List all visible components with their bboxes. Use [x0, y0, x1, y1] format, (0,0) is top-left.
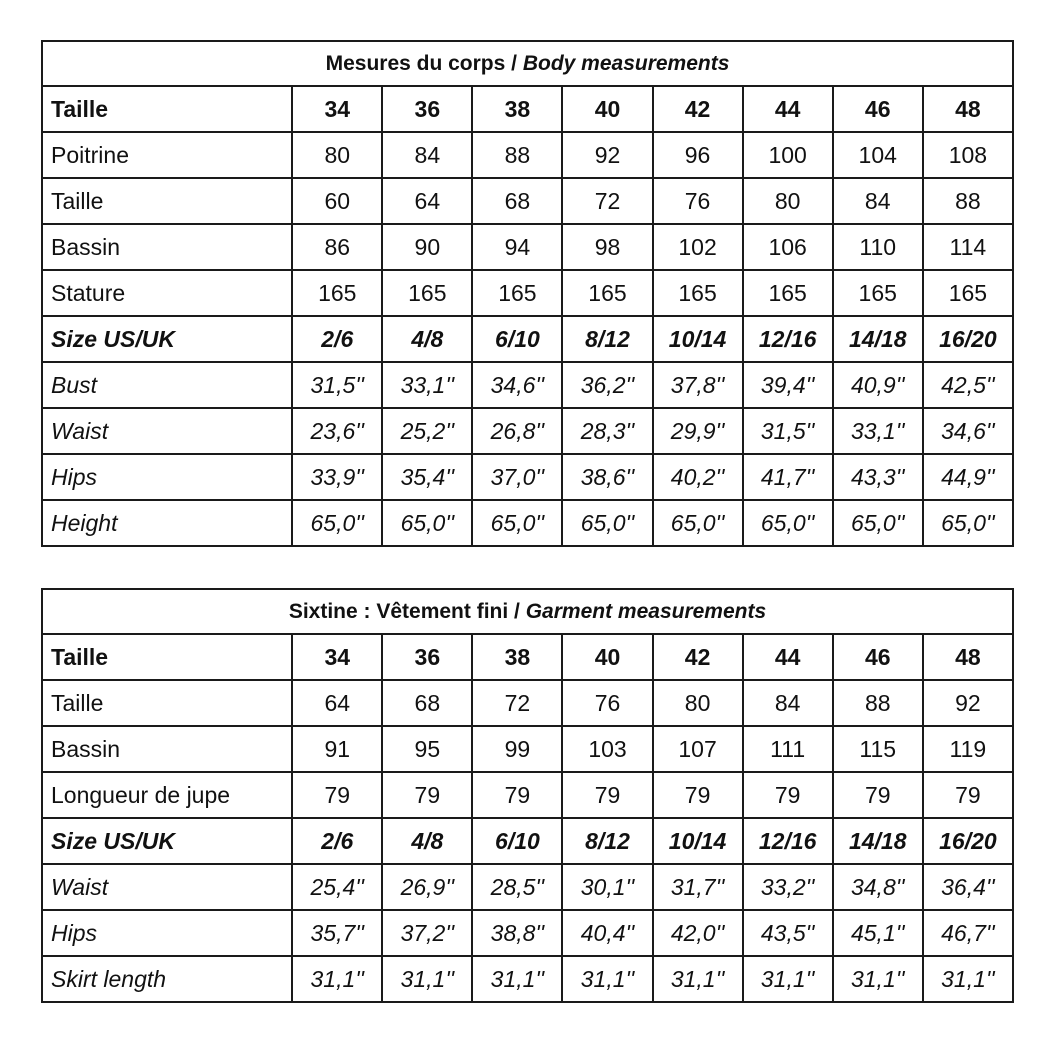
table-cell: 165 — [653, 270, 743, 316]
table-cell: 16/20 — [923, 818, 1013, 864]
body-measurements-table — [41, 40, 1014, 547]
table-cell: 45,1'' — [833, 910, 923, 956]
table-cell: 68 — [382, 680, 472, 726]
table-row — [42, 270, 1013, 316]
table-cell: 79 — [382, 772, 472, 818]
table-cell: 42,0'' — [653, 910, 743, 956]
table-cell: 34 — [292, 634, 382, 680]
table-cell: 6/10 — [472, 818, 562, 864]
table-cell: 94 — [472, 224, 562, 270]
row-label: Hips — [42, 454, 292, 500]
table-cell: 38,8'' — [472, 910, 562, 956]
table-row — [42, 956, 1013, 1002]
table-cell: 64 — [382, 178, 472, 224]
table-cell: 35,4'' — [382, 454, 472, 500]
row-label: Size US/UK — [42, 818, 292, 864]
table-cell: 12/16 — [743, 316, 833, 362]
garment-measurements-table — [41, 588, 1014, 1003]
row-label: Taille — [42, 680, 292, 726]
body-measurements-grid — [41, 40, 1014, 547]
table-cell: 35,7'' — [292, 910, 382, 956]
row-label: Stature — [42, 270, 292, 316]
table-cell: 165 — [923, 270, 1013, 316]
table-row — [42, 864, 1013, 910]
table-cell: 4/8 — [382, 818, 472, 864]
table-cell: 10/14 — [653, 316, 743, 362]
table-cell: 26,8'' — [472, 408, 562, 454]
table-cell: 60 — [292, 178, 382, 224]
table-cell: 33,2'' — [743, 864, 833, 910]
table-title-row — [42, 41, 1013, 86]
table-cell: 79 — [743, 772, 833, 818]
table-cell: 29,9'' — [653, 408, 743, 454]
table-cell: 165 — [472, 270, 562, 316]
row-label: Poitrine — [42, 132, 292, 178]
table-cell: 14/18 — [833, 818, 923, 864]
row-label: Waist — [42, 408, 292, 454]
table-cell: 30,1'' — [562, 864, 652, 910]
table-row — [42, 634, 1013, 680]
table-cell: 88 — [472, 132, 562, 178]
table-cell: 33,9'' — [292, 454, 382, 500]
table-cell: 84 — [743, 680, 833, 726]
table-cell: 10/14 — [653, 818, 743, 864]
row-label: Taille — [42, 178, 292, 224]
table-cell: 80 — [653, 680, 743, 726]
body-table-body — [42, 41, 1013, 546]
table-row — [42, 910, 1013, 956]
table-cell: 88 — [833, 680, 923, 726]
table-cell: 26,9'' — [382, 864, 472, 910]
table-cell: 114 — [923, 224, 1013, 270]
table-cell: 48 — [923, 86, 1013, 132]
table-cell: 31,1'' — [562, 956, 652, 1002]
table-cell: 14/18 — [833, 316, 923, 362]
table-cell: 38,6'' — [562, 454, 652, 500]
table-cell: 36 — [382, 86, 472, 132]
table-cell: 2/6 — [292, 818, 382, 864]
table-title-fr: Mesures du corps / — [325, 51, 523, 75]
table-row — [42, 224, 1013, 270]
table-cell: 31,1'' — [923, 956, 1013, 1002]
table-cell: 31,1'' — [743, 956, 833, 1002]
table-cell: 28,3'' — [562, 408, 652, 454]
table-cell: 46 — [833, 86, 923, 132]
row-label: Waist — [42, 864, 292, 910]
table-cell: 33,1'' — [382, 362, 472, 408]
table-cell: 119 — [923, 726, 1013, 772]
table-cell: 65,0'' — [382, 500, 472, 546]
table-cell: 41,7'' — [743, 454, 833, 500]
table-cell: 34 — [292, 86, 382, 132]
table-cell: 100 — [743, 132, 833, 178]
table-cell: 44,9'' — [923, 454, 1013, 500]
table-cell: 40,9'' — [833, 362, 923, 408]
table-cell: 65,0'' — [292, 500, 382, 546]
table-cell: 72 — [472, 680, 562, 726]
table-cell: 79 — [562, 772, 652, 818]
table-title-en: Garment measurements — [525, 599, 767, 623]
table-cell: 65,0'' — [833, 500, 923, 546]
table-cell: 108 — [923, 132, 1013, 178]
table-cell: 46 — [833, 634, 923, 680]
table-cell: 4/8 — [382, 316, 472, 362]
row-label: Bust — [42, 362, 292, 408]
table-cell: 12/16 — [743, 818, 833, 864]
table-cell: 102 — [653, 224, 743, 270]
table-cell: 28,5'' — [472, 864, 562, 910]
table-cell: 37,8'' — [653, 362, 743, 408]
table-cell: 25,2'' — [382, 408, 472, 454]
table-cell: 104 — [833, 132, 923, 178]
table-cell: 115 — [833, 726, 923, 772]
table-cell: 165 — [743, 270, 833, 316]
table-cell: 31,5'' — [743, 408, 833, 454]
row-label: Bassin — [42, 726, 292, 772]
table-cell: 95 — [382, 726, 472, 772]
row-label: Taille — [42, 634, 292, 680]
table-cell: 40,4'' — [562, 910, 652, 956]
garment-measurements-grid — [41, 588, 1014, 1003]
table-cell: 38 — [472, 634, 562, 680]
table-cell: 84 — [382, 132, 472, 178]
table-cell: 37,2'' — [382, 910, 472, 956]
table-cell: 98 — [562, 224, 652, 270]
table-cell: 38 — [472, 86, 562, 132]
table-row — [42, 772, 1013, 818]
table-cell: 42 — [653, 634, 743, 680]
table-cell: 79 — [653, 772, 743, 818]
table-cell: 84 — [833, 178, 923, 224]
table-cell: 90 — [382, 224, 472, 270]
table-cell: 65,0'' — [472, 500, 562, 546]
table-cell: 23,6'' — [292, 408, 382, 454]
row-label: Longueur de jupe — [42, 772, 292, 818]
table-title-fr: Sixtine : Vêtement fini / — [288, 599, 526, 623]
table-cell: 86 — [292, 224, 382, 270]
table-cell: 44 — [743, 86, 833, 132]
row-label: Height — [42, 500, 292, 546]
table-cell: 33,1'' — [833, 408, 923, 454]
row-label: Bassin — [42, 224, 292, 270]
table-cell: 36,4'' — [923, 864, 1013, 910]
table-row — [42, 86, 1013, 132]
table-cell: 31,1'' — [292, 956, 382, 1002]
table-cell: 65,0'' — [743, 500, 833, 546]
table-row — [42, 454, 1013, 500]
table-cell: 43,3'' — [833, 454, 923, 500]
table-cell: 96 — [653, 132, 743, 178]
table-cell: 92 — [562, 132, 652, 178]
table-row — [42, 818, 1013, 864]
table-cell: 72 — [562, 178, 652, 224]
table-cell: 39,4'' — [743, 362, 833, 408]
table-cell: 40 — [562, 86, 652, 132]
table-cell: 25,4'' — [292, 864, 382, 910]
table-cell: 165 — [833, 270, 923, 316]
table-title — [42, 41, 1013, 86]
table-cell: 99 — [472, 726, 562, 772]
table-cell: 65,0'' — [653, 500, 743, 546]
table-cell: 165 — [562, 270, 652, 316]
table-row — [42, 500, 1013, 546]
table-cell: 42 — [653, 86, 743, 132]
table-cell: 37,0'' — [472, 454, 562, 500]
table-cell: 44 — [743, 634, 833, 680]
table-cell: 2/6 — [292, 316, 382, 362]
table-title-en: Body measurements — [522, 51, 730, 75]
table-cell: 65,0'' — [923, 500, 1013, 546]
table-cell: 40 — [562, 634, 652, 680]
table-cell: 79 — [833, 772, 923, 818]
table-cell: 165 — [382, 270, 472, 316]
row-label: Skirt length — [42, 956, 292, 1002]
table-cell: 106 — [743, 224, 833, 270]
table-cell: 80 — [292, 132, 382, 178]
row-label: Taille — [42, 86, 292, 132]
table-row — [42, 132, 1013, 178]
table-cell: 8/12 — [562, 316, 652, 362]
table-row — [42, 408, 1013, 454]
table-cell: 91 — [292, 726, 382, 772]
table-row — [42, 316, 1013, 362]
table-cell: 64 — [292, 680, 382, 726]
table-cell: 36 — [382, 634, 472, 680]
table-row — [42, 362, 1013, 408]
table-cell: 65,0'' — [562, 500, 652, 546]
row-label: Size US/UK — [42, 316, 292, 362]
table-cell: 76 — [653, 178, 743, 224]
table-cell: 92 — [923, 680, 1013, 726]
table-cell: 80 — [743, 178, 833, 224]
table-cell: 43,5'' — [743, 910, 833, 956]
table-cell: 42,5'' — [923, 362, 1013, 408]
table-cell: 79 — [292, 772, 382, 818]
table-cell: 31,1'' — [653, 956, 743, 1002]
table-cell: 110 — [833, 224, 923, 270]
table-row — [42, 680, 1013, 726]
table-cell: 34,6'' — [923, 408, 1013, 454]
table-cell: 46,7'' — [923, 910, 1013, 956]
table-cell: 79 — [923, 772, 1013, 818]
table-title-row — [42, 589, 1013, 634]
table-cell: 40,2'' — [653, 454, 743, 500]
table-cell: 34,6'' — [472, 362, 562, 408]
table-row — [42, 726, 1013, 772]
table-cell: 31,7'' — [653, 864, 743, 910]
table-cell: 31,1'' — [472, 956, 562, 1002]
table-cell: 48 — [923, 634, 1013, 680]
table-cell: 31,5'' — [292, 362, 382, 408]
table-cell: 79 — [472, 772, 562, 818]
row-label: Hips — [42, 910, 292, 956]
table-cell: 31,1'' — [833, 956, 923, 1002]
table-cell: 8/12 — [562, 818, 652, 864]
table-cell: 34,8'' — [833, 864, 923, 910]
table-cell: 6/10 — [472, 316, 562, 362]
table-cell: 31,1'' — [382, 956, 472, 1002]
table-cell: 36,2'' — [562, 362, 652, 408]
table-cell: 88 — [923, 178, 1013, 224]
table-cell: 103 — [562, 726, 652, 772]
table-cell: 107 — [653, 726, 743, 772]
table-cell: 68 — [472, 178, 562, 224]
table-cell: 165 — [292, 270, 382, 316]
table-cell: 16/20 — [923, 316, 1013, 362]
table-cell: 76 — [562, 680, 652, 726]
table-cell: 111 — [743, 726, 833, 772]
garment-table-body — [42, 589, 1013, 1002]
table-title — [42, 589, 1013, 634]
table-row — [42, 178, 1013, 224]
